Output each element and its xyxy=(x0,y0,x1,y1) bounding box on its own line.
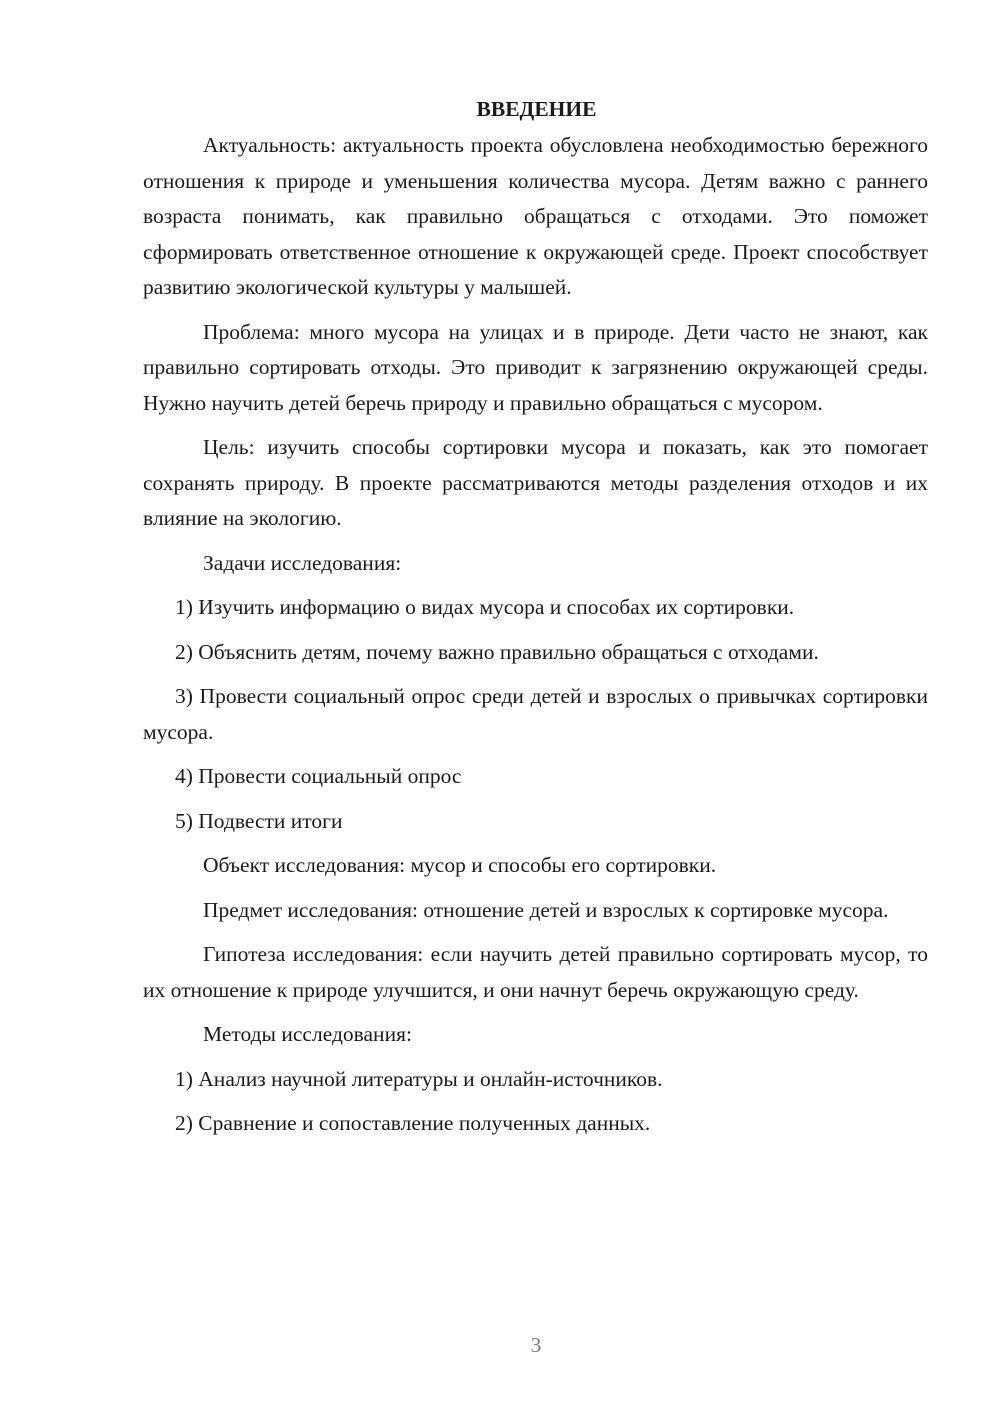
hypothesis-paragraph: Гипотеза исследования: если научить детей правильно сортировать мусор, то их отношение к природе улучшится, и они начнут беречь окружающую среду. xyxy=(143,942,928,1002)
task-item: 3) Провести социальный опрос среди детей и взрослых о привычках сортировки мусора. xyxy=(143,684,928,744)
task-item: 4) Провести социальный опрос xyxy=(175,764,462,788)
object-paragraph: Объект исследования: мусор и способы его сортировки. xyxy=(203,853,717,877)
relevance-paragraph: Актуальность: актуальность проекта обусловлена необходимостью бережного отношения к природе и уменьшения количества мусора. Детям важно с раннего возраста понимать, как правильно обращаться с отходами. Это поможет сформировать ответственное отношение к окружающей среде. Проект способствует развитию экологической культуры у малышей. xyxy=(143,133,928,299)
goal-paragraph: Цель: изучить способы сортировки мусора и показать, как это помогает сохранять природу. В проекте рассматриваются методы разделения отходов и их влияние на экологию. xyxy=(143,435,928,530)
tasks-heading: Задачи исследования: xyxy=(203,550,402,575)
method-item: 1) Анализ научной литературы и онлайн-источников. xyxy=(175,1066,663,1091)
subject-paragraph: Предмет исследования: отношение детей и взрослых к сортировке мусора. xyxy=(203,897,889,922)
methods-heading: Методы исследования: xyxy=(203,1022,412,1046)
method-item: 2) Сравнение и сопоставление полученных данных. xyxy=(175,1111,651,1135)
problem-paragraph: Проблема: много мусора на улицах и в природе. Дети часто не знают, как правильно сортировать отходы. Это приводит к загрязнению окружающей среды. Нужно научить детей беречь природу и правильно обращаться с мусором. xyxy=(143,319,928,415)
document-page xyxy=(143,92,928,1151)
task-item: 5) Подвести итоги xyxy=(175,808,343,833)
task-item: 2) Объяснить детям, почему важно правильно обращаться с отходами. xyxy=(175,639,819,664)
page-title: ВВЕДЕНИЕ xyxy=(476,97,597,121)
page-number: 3 xyxy=(530,1333,542,1357)
task-item: 1) Изучить информацию о видах мусора и способах их сортировки. xyxy=(175,595,795,619)
